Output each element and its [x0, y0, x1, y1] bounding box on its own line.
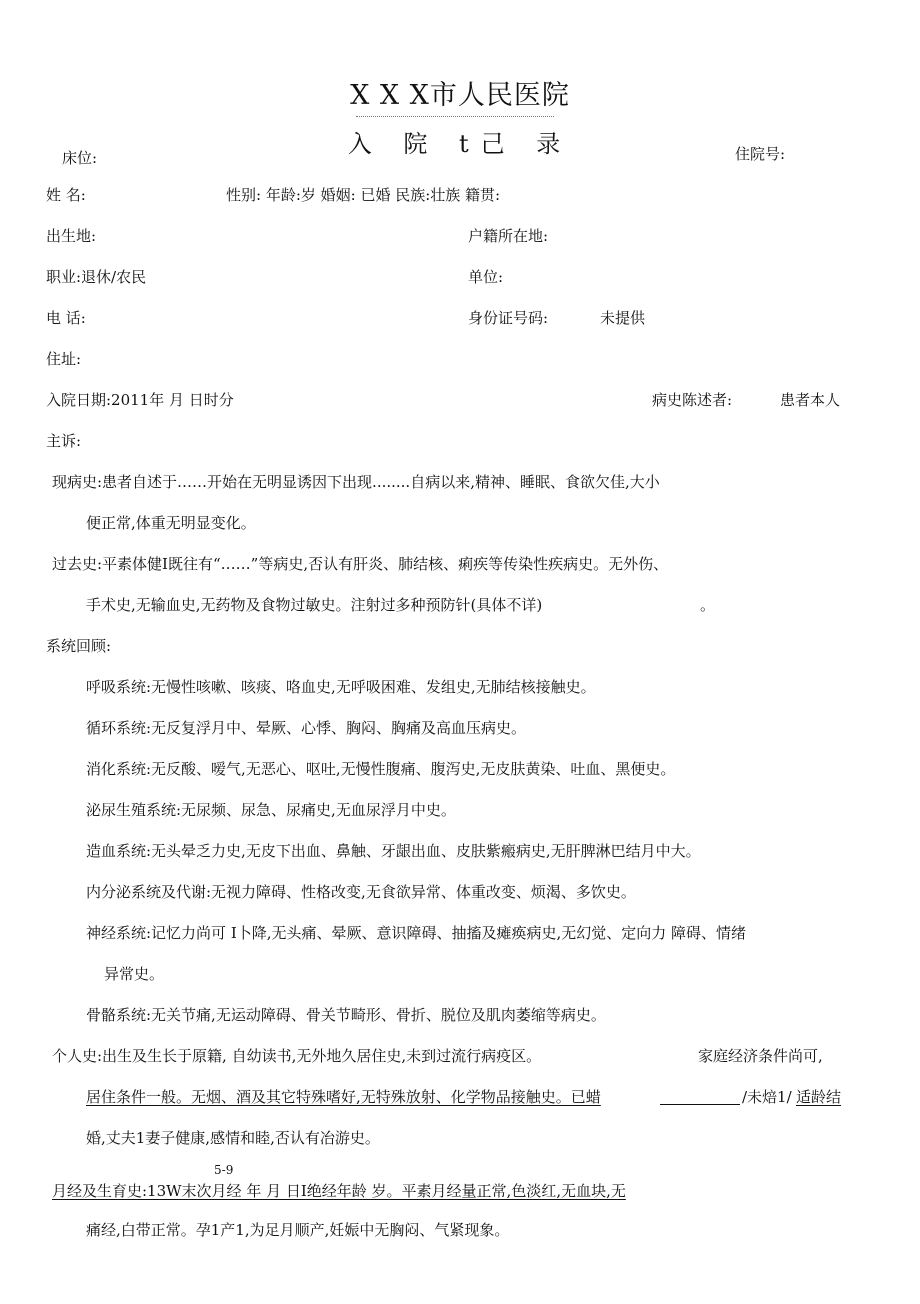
review-respiratory: 呼吸系统:无慢性咳嗽、咳痰、咯血史,无呼吸困难、发组史,无肺结核接触史。	[86, 678, 596, 696]
past-history-line-2-end: 。	[700, 596, 716, 614]
review-urinary: 泌尿生殖系统:无尿频、尿急、尿痛史,无血尿浮月中史。	[86, 801, 456, 819]
past-history-line-1: 过去史:平素体健I既往有“……”等病史,否认有肝炎、肺结核、痢疾等传染性疾病史。无外伤、	[52, 555, 669, 573]
review-endocrine: 内分泌系统及代谢:无视力障碍、性格改变,无食欲异常、体重改变、烦渴、多饮史。	[86, 883, 636, 901]
personal-history-line-2-mid: /未焙1/	[742, 1088, 792, 1106]
menstrual-superscript: 5-9	[214, 1163, 234, 1177]
past-history-line-2: 手术史,无输血史,无药物及食物过敏史。注射过多种预防针(具体不详)	[86, 596, 543, 614]
review-hematopoietic: 造血系统:无头晕乏力史,无皮下出血、鼻触、牙龈出血、皮肤紫瘢病史,无肝脾淋巴结月中大。	[86, 842, 701, 860]
informant-label: 病史陈述者:	[652, 391, 733, 409]
menstrual-history-line-2: 痛经,白带正常。孕1产1,为足月顺产,妊娠中无胸闷、气紧现象。	[86, 1221, 510, 1239]
personal-history-line-1-end: 家庭经济条件尚可,	[698, 1047, 823, 1065]
id-number-label: 身份证号码:	[468, 309, 549, 327]
admission-number-label: 住院号:	[735, 145, 786, 163]
present-illness-line-1: 现病史:患者自述于……开始在无明显诱因下出现........自病以来,精神、睡眠、食欲欠佳,大小	[52, 473, 660, 491]
occupation-line: 职业:退休/农民	[46, 268, 147, 286]
bed-label: 床位:	[62, 149, 98, 167]
title-divider	[356, 116, 554, 117]
name-label: 姓 名:	[46, 186, 86, 204]
present-illness-line-2: 便正常,体重无明显变化。	[86, 514, 256, 532]
admission-date: 入院日期:2011年 月 日时分	[46, 391, 234, 409]
marital-blank-line	[660, 1087, 740, 1105]
demographics-line: 性别: 年龄:岁 婚姻: 已婚 民族:壮族 籍贯:	[226, 186, 501, 204]
review-nervous-line-1: 神经系统:记忆力尚可 I卜降,无头痛、晕厥、意识障碍、抽搐及瘫痪病史,无幻觉、定向力 障碍、情绪	[86, 924, 747, 942]
system-review-heading: 系统回顾:	[46, 637, 112, 655]
hospital-name: X X X市人民医院	[350, 80, 570, 111]
personal-history-line-2-end: 适龄结	[796, 1088, 842, 1106]
address-label: 住址:	[46, 350, 82, 368]
personal-history-line-1: 个人史:出生及生长于原籍, 自幼读书,无外地久居住史,未到过流行病疫区。	[52, 1047, 542, 1065]
review-skeletal: 骨骼系统:无关节痛,无运动障碍、骨关节畸形、骨折、脱位及肌肉萎缩等病史。	[86, 1006, 606, 1024]
review-digestive: 消化系统:无反酸、嗳气,无恶心、呕吐,无慢性腹痛、腹泻史,无皮肤黄染、吐血、黑便史。	[86, 760, 676, 778]
informant-value: 患者本人	[780, 391, 841, 409]
document-title: 入 院 t己 录	[347, 130, 573, 158]
personal-history-line-3: 婚,丈夫1妻子健康,感情和睦,否认有冶游史。	[86, 1129, 380, 1147]
menstrual-history-line-1: 月经及生育史:13W末次月经 年 月 日I绝经年龄 岁。平素月经量正常,色淡红,无血块,无	[52, 1182, 626, 1200]
unit-label: 单位:	[468, 268, 504, 286]
phone-label: 电 话:	[46, 309, 86, 327]
chief-complaint-label: 主诉:	[46, 432, 82, 450]
id-number-value: 未提供	[600, 309, 646, 327]
review-circulatory: 循环系统:无反复浮月中、晕厥、心悸、胸闷、胸痛及高血压病史。	[86, 719, 527, 737]
personal-history-line-2: 居住条件一般。无烟、酒及其它特殊嗜好,无特殊放射、化学物品接触史。已蜡	[86, 1088, 601, 1106]
household-label: 户籍所在地:	[468, 227, 549, 245]
review-nervous-line-2: 异常史。	[104, 965, 165, 983]
birthplace-label: 出生地:	[46, 227, 97, 245]
